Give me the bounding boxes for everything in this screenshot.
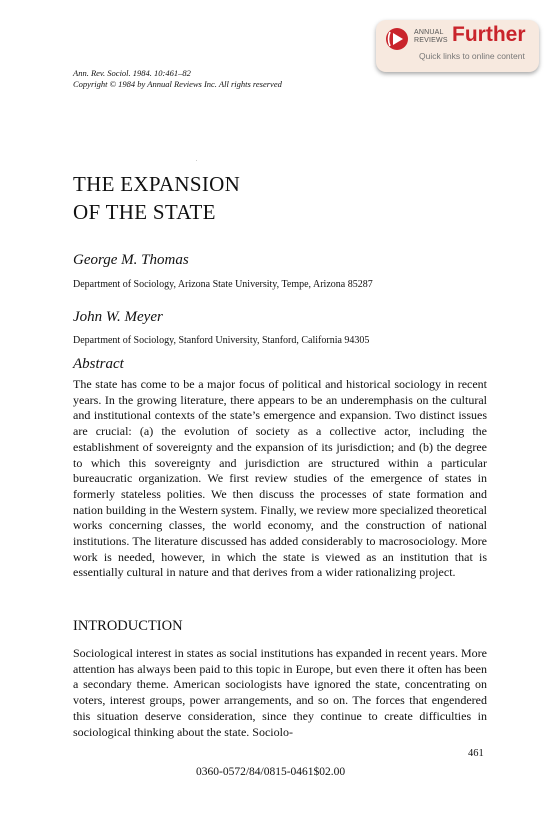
title-line-1: THE EXPANSION (73, 172, 241, 196)
annual-reviews-logo-icon (386, 28, 408, 50)
article-code: 0360-0572/84/0815-0461$02.00 (196, 766, 346, 778)
author-affiliation: Department of Sociology, Arizona State University, Tempe, Arizona 85287 (73, 279, 373, 290)
annual-reviews-wordmark (414, 29, 454, 45)
introduction-paragraph: Sociological interest in states as social institutions has expanded in recent years. More attention has always been paid to this topic in Europe, but even there it often has been a secondary theme. American sociologists have ignored the state, concentrating on voters, interest groups, power arrangements, and so on. The forces that engendered this situation deserve consideration, since they continue to create difficulties in sociological thinking about the state. Sociolo- (73, 646, 487, 739)
annual-text: ANNUAL (414, 29, 444, 36)
further-badge[interactable] (376, 20, 539, 72)
introduction-heading: INTRODUCTION (73, 618, 183, 634)
copyright-line: Copyright © 1984 by Annual Reviews Inc. All rights reserved (73, 79, 282, 89)
further-subtitle: Quick links to online content (419, 51, 525, 61)
article-title (73, 170, 240, 226)
author-name: John W. Meyer (73, 309, 163, 325)
reviews-text: REVIEWS (414, 37, 448, 44)
abstract-heading: Abstract (73, 356, 124, 372)
title-line-2: OF THE STATE (73, 200, 216, 224)
journal-citation-block (73, 68, 282, 90)
page-number: 461 (468, 748, 484, 759)
author-affiliation: Department of Sociology, Stanford University, Stanford, California 94305 (73, 335, 370, 346)
speck-mark (196, 160, 197, 161)
further-label: Further (452, 23, 526, 46)
citation-line: Ann. Rev. Sociol. 1984. 10:461–82 (73, 68, 191, 78)
abstract-paragraph: The state has come to be a major focus of political and historical sociology in recent years. In the growing literature, there appears to be an underemphasis on the cultural and institutional contexts of the state’s emergence and expansion. Two distinct issues are crucial: (a) the evolution of society as a collective actor, including the establishment of sovereignty and the expansion of its jurisdiction; and (b) the degree to which this sovereignty and jurisdiction are structured within a particular bureaucratic organization. We first review studies of the emergence of states in formerly stateless polities. We then discuss the processes of state formation and nation building in the Western system. Finally, we review more specialized theoretical works concerning classes, the world economy, and the construction of national institutions. The literature discussed has added considerably to macrosociology. More work is needed, however, in which the state is viewed as an institution that is essentially cultural in nature and that derives from a wider rationalizing project. (73, 377, 487, 580)
author-name: George M. Thomas (73, 252, 189, 268)
